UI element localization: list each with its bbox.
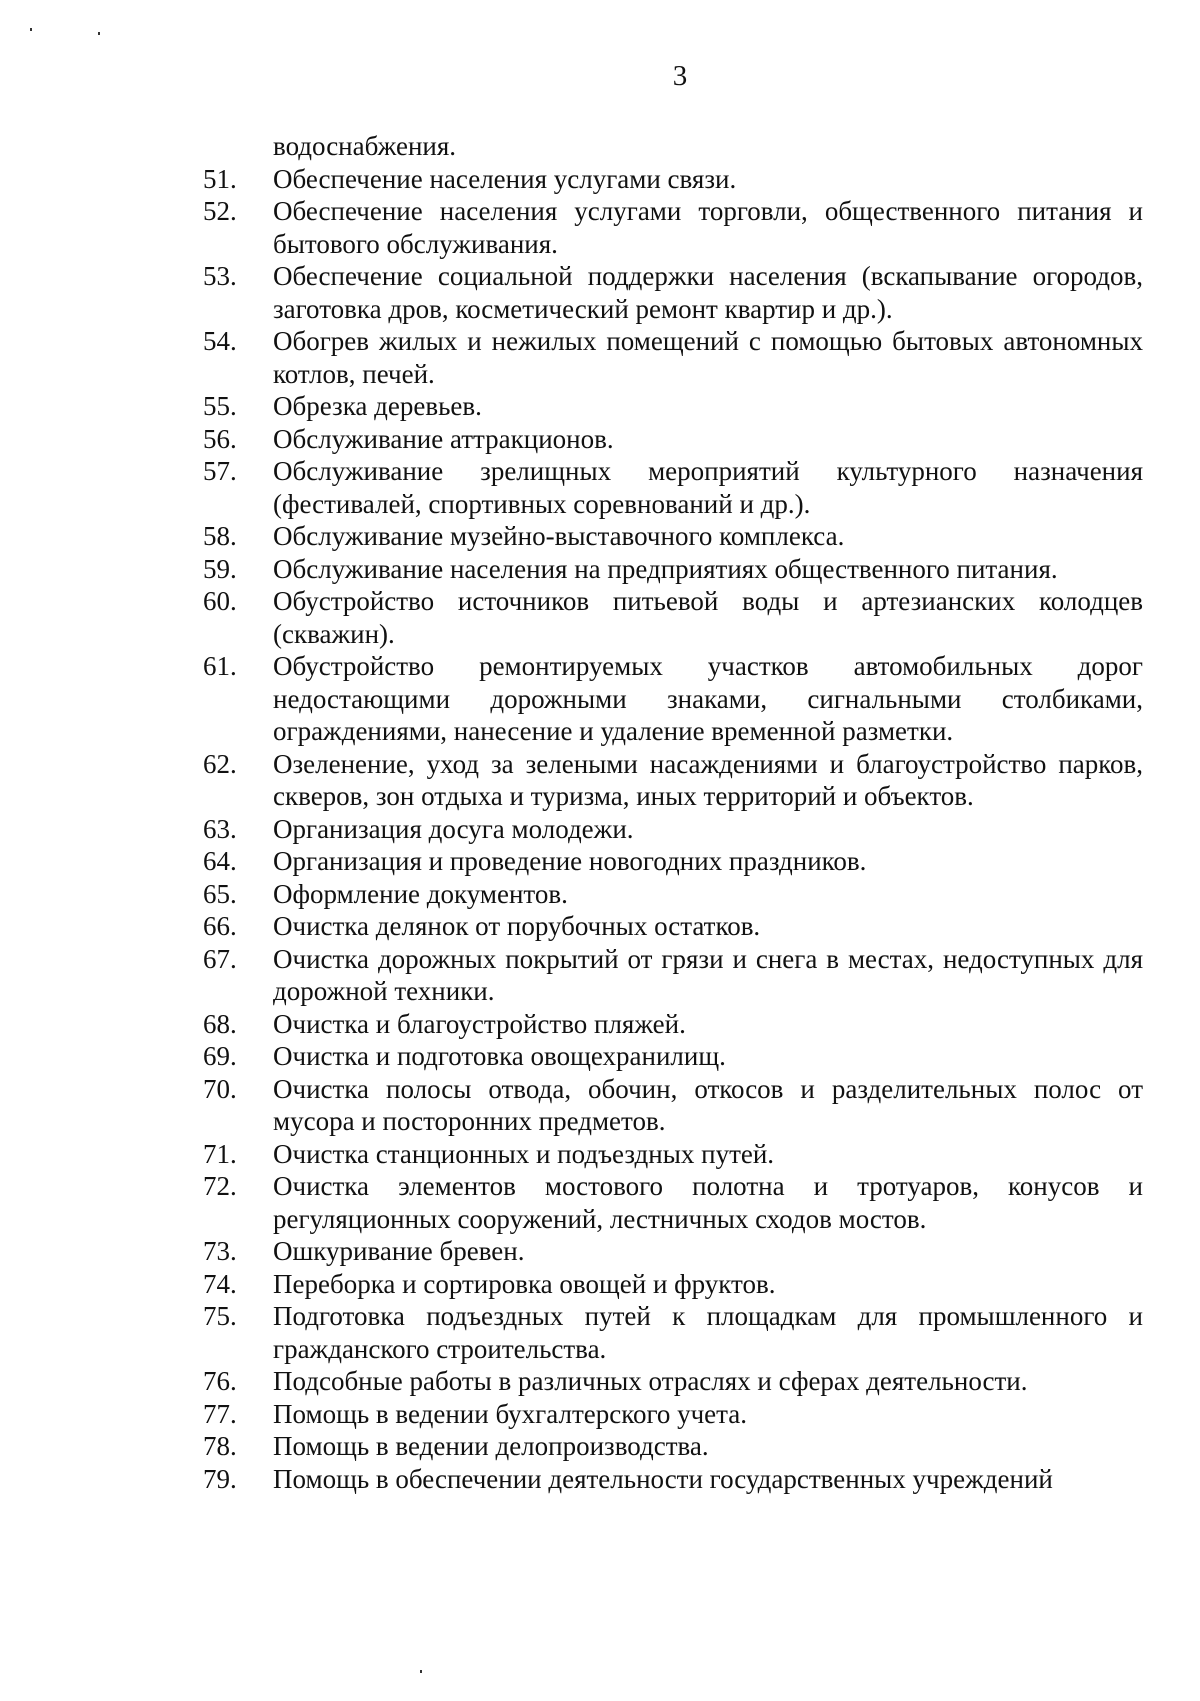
numbered-list bbox=[203, 163, 1143, 1496]
list-item bbox=[203, 1235, 1143, 1268]
list-item-number: 52. bbox=[203, 196, 237, 226]
list-item bbox=[203, 195, 1143, 260]
list-item-number: 71. bbox=[203, 1138, 237, 1169]
list-item-text: Организация и проведение новогодних праздников. bbox=[273, 846, 867, 876]
list-item bbox=[203, 650, 1143, 748]
list-item-text: Оформление документов. bbox=[273, 878, 568, 909]
list-item-text: Очистка полосы отвода, обочин, откосов и разделительных полос от мусора и посторонних предметов. bbox=[273, 1073, 1143, 1136]
list-item-text: Обслуживание зрелищных мероприятий культурного назначения (фестивалей, спортивных соревнований и др.). bbox=[273, 456, 1143, 519]
list-item-text: Обрезка деревьев. bbox=[273, 391, 482, 421]
list-item bbox=[203, 845, 1143, 878]
list-item-number: 51. bbox=[203, 163, 237, 194]
list-item bbox=[203, 1040, 1143, 1073]
list-item-text: Обустройство ремонтируемых участков автомобильных дорог недостающими дорожными знаками, сигнальными столбиками, ограждениями, нанесение и удаление временной разметки. bbox=[273, 651, 1143, 746]
list-item bbox=[203, 1008, 1143, 1041]
list-item-number: 79. bbox=[203, 1463, 237, 1494]
list-item-text: Помощь в ведении бухгалтерского учета. bbox=[273, 1398, 748, 1429]
list-item-text: Обеспечение населения услугами связи. bbox=[273, 163, 737, 194]
list-item-number: 55. bbox=[203, 391, 237, 421]
list-item-text: Обслуживание аттракционов. bbox=[273, 423, 614, 454]
scan-speck bbox=[98, 32, 100, 35]
document-body bbox=[203, 130, 1143, 1495]
list-item-number: 63. bbox=[203, 813, 237, 844]
list-item-number: 59. bbox=[203, 553, 237, 584]
list-item-text: Обеспечение социальной поддержки населения (вскапывание огородов, заготовка дров, косметический ремонт квартир и др.). bbox=[273, 261, 1143, 324]
list-item-text: Очистка и благоустройство пляжей. bbox=[273, 1008, 686, 1039]
list-item-text: Ошкуривание бревен. bbox=[273, 1236, 525, 1266]
list-item-text: Помощь в обеспечении деятельности государственных учреждений bbox=[273, 1463, 1053, 1494]
list-item bbox=[203, 585, 1143, 650]
list-item-number: 53. bbox=[203, 261, 237, 291]
list-item-number: 77. bbox=[203, 1398, 237, 1429]
list-item-number: 75. bbox=[203, 1301, 237, 1331]
list-item-number: 60. bbox=[203, 586, 237, 616]
list-item bbox=[203, 943, 1143, 1008]
list-item-number: 61. bbox=[203, 651, 237, 681]
list-item-number: 54. bbox=[203, 326, 237, 356]
list-item-number: 72. bbox=[203, 1171, 237, 1201]
list-item bbox=[203, 878, 1143, 911]
list-item-number: 56. bbox=[203, 423, 237, 454]
list-item bbox=[203, 1300, 1143, 1365]
list-item bbox=[203, 390, 1143, 423]
list-item-text: Озеленение, уход за зелеными насаждениями и благоустройство парков, скверов, зон отдыха и туризма, иных территорий и объектов. bbox=[273, 748, 1143, 811]
list-item-text: Очистка элементов мостового полотна и тротуаров, конусов и регуляционных сооружений, лестничных сходов мостов. bbox=[273, 1171, 1143, 1234]
list-item bbox=[203, 455, 1143, 520]
list-item bbox=[203, 423, 1143, 456]
list-item-number: 62. bbox=[203, 748, 237, 779]
list-item-text: Очистка делянок от порубочных остатков. bbox=[273, 911, 761, 941]
list-item-text: Очистка дорожных покрытий от грязи и снега в местах, недоступных для дорожной техники. bbox=[273, 943, 1143, 1006]
list-item bbox=[203, 1365, 1143, 1398]
list-item bbox=[203, 520, 1143, 553]
list-item-number: 76. bbox=[203, 1366, 237, 1396]
list-item bbox=[203, 813, 1143, 846]
list-item-number: 58. bbox=[203, 521, 237, 551]
list-item-text: Переборка и сортировка овощей и фруктов. bbox=[273, 1268, 776, 1299]
list-item-text: Помощь в ведении делопроизводства. bbox=[273, 1431, 709, 1461]
list-item bbox=[203, 1170, 1143, 1235]
list-item bbox=[203, 1430, 1143, 1463]
list-item-text: Обустройство источников питьевой воды и артезианских колодцев (скважин). bbox=[273, 586, 1143, 649]
list-item-number: 57. bbox=[203, 456, 237, 486]
list-item-number: 74. bbox=[203, 1268, 237, 1299]
list-item-number: 73. bbox=[203, 1236, 237, 1266]
list-item-number: 67. bbox=[203, 943, 237, 974]
list-item bbox=[203, 163, 1143, 196]
list-item-text: Обслуживание населения на предприятиях общественного питания. bbox=[273, 553, 1058, 584]
list-item bbox=[203, 1073, 1143, 1138]
list-item bbox=[203, 1268, 1143, 1301]
list-item bbox=[203, 260, 1143, 325]
continuation-line: водоснабжения. bbox=[273, 131, 457, 161]
list-item-text: Обеспечение населения услугами торговли, общественного питания и бытового обслуживания. bbox=[273, 196, 1143, 259]
list-item-text: Подсобные работы в различных отраслях и сферах деятельности. bbox=[273, 1366, 1028, 1396]
page-number: 3 bbox=[672, 60, 688, 92]
list-item-number: 66. bbox=[203, 911, 237, 941]
list-item-number: 64. bbox=[203, 846, 237, 876]
list-item bbox=[203, 1463, 1143, 1496]
list-item-text: Обслуживание музейно-выставочного комплекса. bbox=[273, 521, 845, 551]
list-item-number: 78. bbox=[203, 1431, 237, 1461]
list-item-text: Обогрев жилых и нежилых помещений с помощью бытовых автономных котлов, печей. bbox=[273, 326, 1143, 389]
list-item bbox=[203, 553, 1143, 586]
list-item bbox=[203, 748, 1143, 813]
list-item-text: Очистка станционных и подъездных путей. bbox=[273, 1138, 775, 1169]
list-item bbox=[203, 1138, 1143, 1171]
list-item bbox=[203, 325, 1143, 390]
list-item bbox=[203, 1398, 1143, 1431]
list-item-number: 70. bbox=[203, 1073, 237, 1104]
list-item bbox=[203, 910, 1143, 943]
list-item-number: 65. bbox=[203, 878, 237, 909]
list-item-number: 69. bbox=[203, 1041, 237, 1071]
list-item-number: 68. bbox=[203, 1008, 237, 1039]
list-item-text: Очистка и подготовка овощехранилищ. bbox=[273, 1041, 726, 1071]
list-item-text: Организация досуга молодежи. bbox=[273, 813, 634, 844]
scan-speck bbox=[30, 28, 32, 31]
list-item-text: Подготовка подъездных путей к площадкам для промышленного и гражданского строительства. bbox=[273, 1301, 1143, 1364]
scan-speck bbox=[420, 1670, 422, 1673]
